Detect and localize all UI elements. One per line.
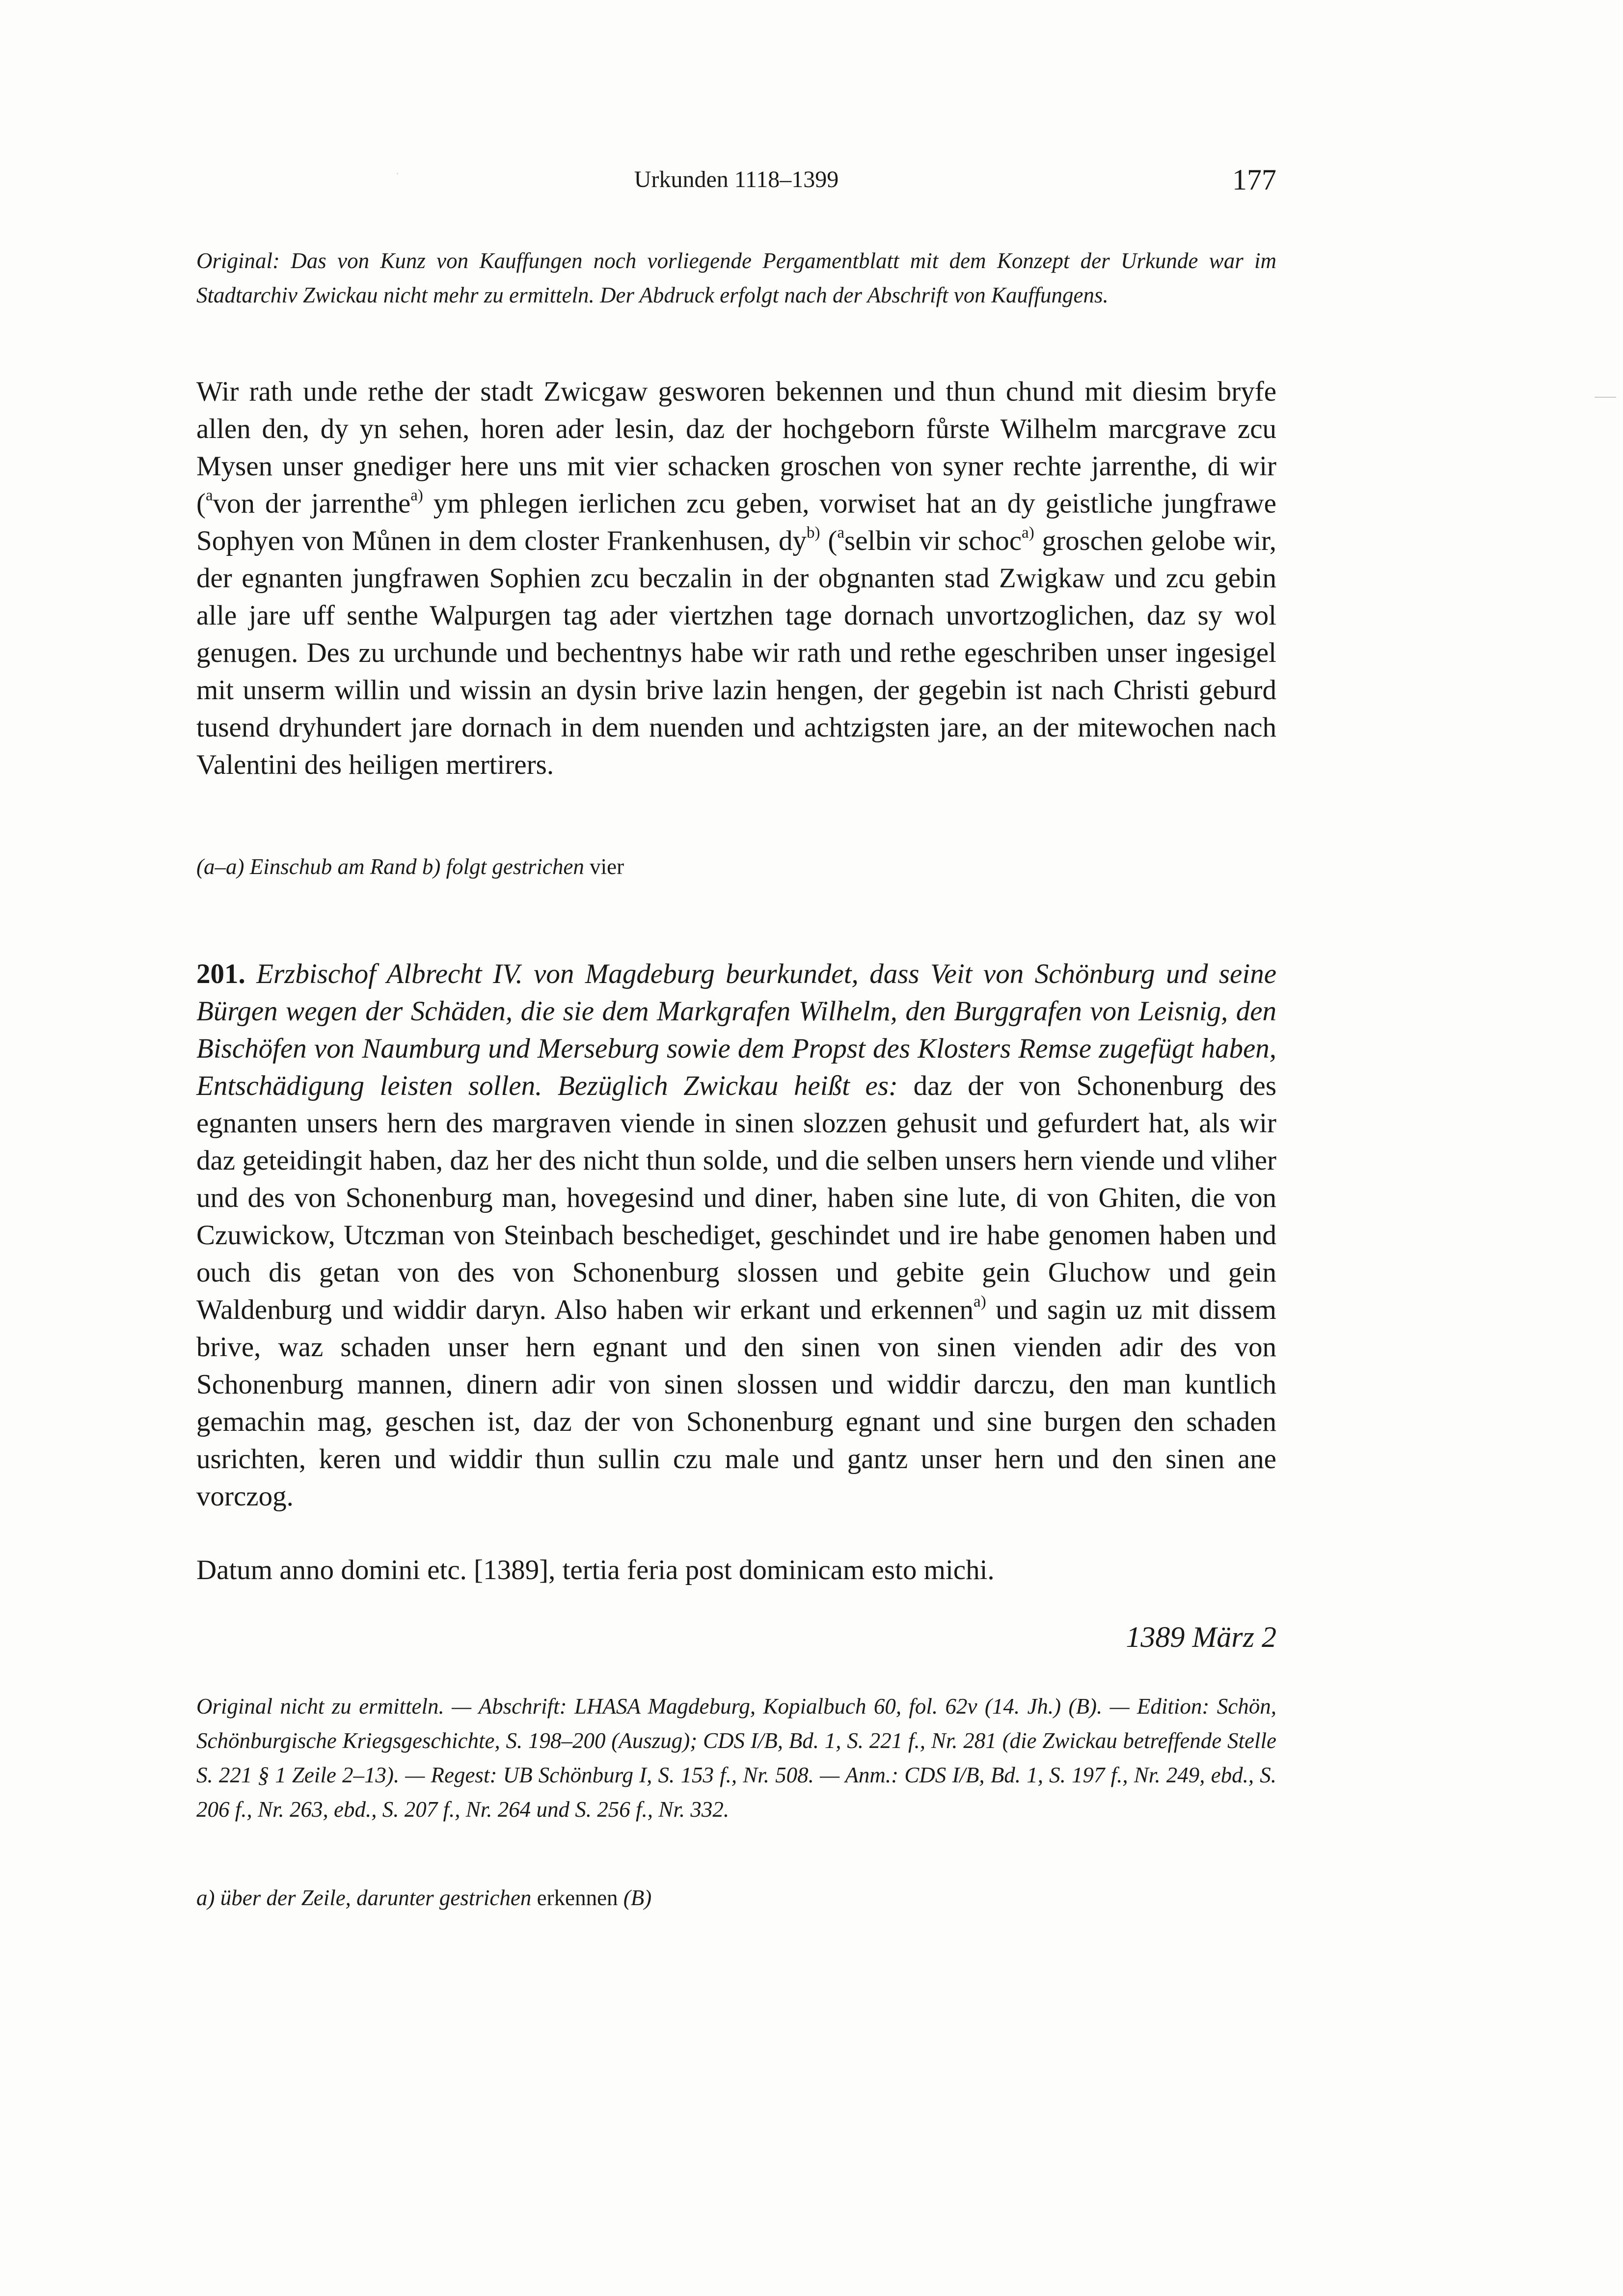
running-title: Urkunden 1118–1399 — [634, 166, 839, 192]
charter-text-part: groschen gelobe wir, der egnanten jungfrawen Sophien zcu beczalin in der obgnanten stad Zwigkaw und zcu gebin alle jare uff senthe Walpurgen tag ader viertzhen tage dornach unvortzoglichen, daz sy wol genugen. Des zu urchunde und bechentnys habe wir rath und rethe egeschriben unser ingesigel mit unserm willin und wissin an dysin brive lazin hengen, der gegebin ist nach Christi geburd tusend dryhundert jare dornach in dem nuenden und achtzigsten jare, an der mitewochen nach Valentini des heiligen mertirers. — [196, 525, 1276, 780]
footnote-plain: vier — [584, 854, 624, 879]
datum-line: Datum anno domini etc. [1389], tertia feria post dominicam esto michi. — [196, 1555, 995, 1585]
entry-201 — [196, 956, 1276, 1515]
quote-text: und sagin uz mit dissem brive, waz schaden unser hern egnant und den sinen von sinen vienden adir des von Schonenburg mannen, dinern adir von sinen slossen und widdir darczu, den man kuntlich gemachin mag, geschen ist, daz der von Schonenburg egnant und sine burgen den schaden usrichten, keren und widdir thun sullin czu male und gantz unser hern und den sinen ane vorczog. — [196, 1294, 1277, 1512]
footnote-mark: a — [205, 487, 213, 505]
sources-note: Original nicht zu ermitteln. — Abschrift: LHASA Magdeburg, Kopialbuch 60, fol. 62v (14. Jh.) (B). — Edition: Schön, Schönburgische Kriegsgeschichte, S. 198–200 (Auszug); CDS I/B, Bd. 1, S. 221 f., Nr. 281 (die Zwickau betreffende Stelle S. 221 § 1 Zeile 2–13). — Regest: UB Schönburg I, S. 153 f., Nr. 508. — Anm.: CDS I/B, Bd. 1, S. 197 f., Nr. 249, ebd., S. 206 f., Nr. 263, ebd., S. 207 f., Nr. 264 und S. 256 f., Nr. 332. — [196, 1694, 1276, 1822]
charter-text-200 — [196, 373, 1276, 784]
footnote-mark: a) — [1022, 524, 1034, 542]
entry-number: 201. — [196, 958, 245, 989]
footnote-italic: (B) — [618, 1886, 652, 1910]
charter-text-part: Wir rath unde rethe der stadt Zwicgaw gesworen bekennen und thun chund mit diesim bryfe allen den, dy yn sehen, horen ader lesin, daz der hochgeborn fůrste Wilhelm marcgrave zcu Mysen unser gnediger here uns mit vier schacken groschen von syner rechte jarrenthe, di wir ( — [196, 376, 1276, 519]
quote-text: daz der von Schonenburg des egnanten unsers hern des margraven viende in sinen slozzen gehusit und gefurdert hat, als wir daz geteidingit haben, daz her des nicht thun solde, und die selben unsers hern viende und vliher und des von Schonenburg man, hovegesind und diner, haben sine lute, di von Ghiten, die von Czuwickow, Utczman von Steinbach beschediget, geschindet und ire habe genomen haben und ouch dis getan von des von Schonenburg slossen und gebite gein Gluchow und gein Waldenburg und widdir daryn. Also haben wir erkant und erkennen — [196, 1070, 1276, 1325]
footnote-mark: a — [837, 524, 845, 542]
charter-text-part: von der jarrenthe — [213, 488, 411, 519]
footnote-mark: b) — [806, 524, 820, 542]
entry-date: 1389 März 2 — [1126, 1621, 1276, 1653]
charter-text-part: ( — [820, 525, 838, 556]
margin-mark — [1595, 397, 1616, 398]
charter-text-part: selbin vir schoc — [844, 525, 1022, 556]
footnote-mark: a) — [410, 487, 423, 505]
footnote-italic: (a–a) Einschub am Rand b) folgt gestrichen — [196, 854, 584, 879]
footnote-mark: a) — [974, 1293, 986, 1311]
footnotes-201 — [196, 1881, 1276, 1915]
footnote-italic: a) über der Zeile, darunter gestrichen — [196, 1886, 532, 1910]
regest: Erzbischof Albrecht IV. von Magdeburg beurkundet, dass Veit von Schönburg und seine Bürgen wegen der Schäden, die sie dem Markgrafen Wilhelm, den Burggrafen von Leisnig, den Bischöfen von Naumburg und Merseburg sowie dem Propst des Klosters Remse zugefügt haben, Entschädigung leisten sollen. Bezüglich Zwickau heißt es: — [196, 958, 1276, 1101]
footnote-plain: erkennen — [531, 1886, 618, 1910]
charter-text-part: ym phlegen ierlichen zcu geben, vorwiset hat an dy geistliche jungfrawe Sophyen von Můnen in dem closter Frankenhusen, dy — [196, 488, 1276, 556]
page-number: 177 — [1232, 164, 1276, 196]
footnotes-200 — [196, 849, 1276, 884]
running-header — [196, 163, 1276, 202]
provenance-note: Original: Das von Kunz von Kauffungen noch vorliegende Pergamentblatt mit dem Konzept der Urkunde war im Stadtarchiv Zwickau nicht mehr zu ermitteln. Der Abdruck erfolgt nach der Abschrift von Kauffungens. — [196, 248, 1276, 307]
